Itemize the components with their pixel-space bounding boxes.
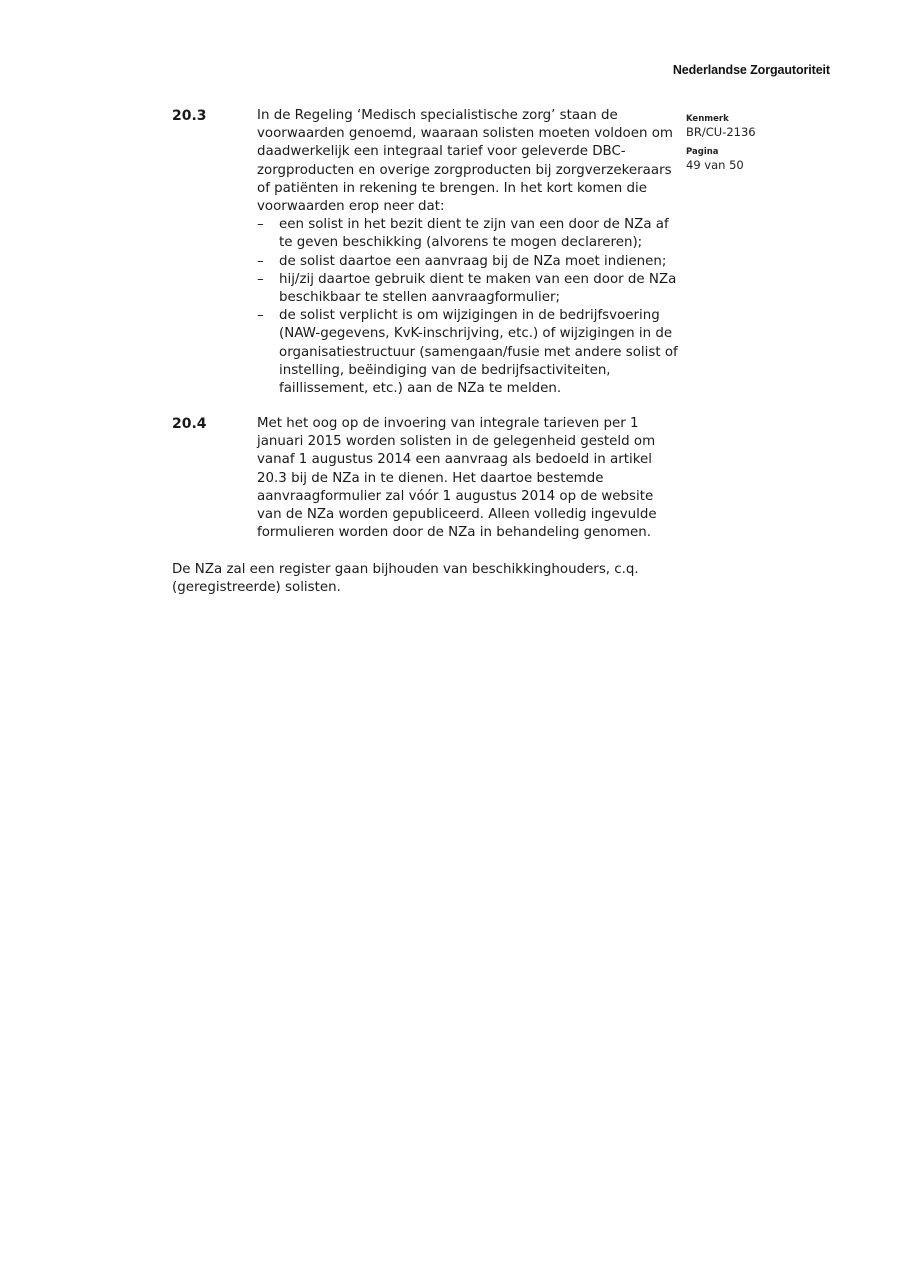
dash-marker: – <box>257 271 264 287</box>
list-item-text: de solist daartoe een aanvraag bij de NZa moet indienen; <box>279 253 667 269</box>
pagina-label: Pagina <box>686 147 719 157</box>
list-item-text: de solist verplicht is om wijzigingen in de bedrijfsvoering (NAW-gegevens, KvK-inschrijving, etc.) of wijzigingen in de organisatiestructuur (samengaan/fusie met andere solist of instelling, beëindiging van de bedrijfsactiviteiten, faillissement, etc.) aan de NZa te melden. <box>279 308 678 397</box>
list-item <box>257 216 682 252</box>
article-number: 20.3 <box>172 108 207 124</box>
organization-name: Nederlandse Zorgautoriteit <box>672 63 830 77</box>
dash-marker: – <box>257 253 264 269</box>
article-intro: In de Regeling ‘Medisch specialistische zorg’ staan de voorwaarden genoemd, waaraan solisten moeten voldoen om daadwerkelijk een integraal tarief voor geleverde DBC-zorgproducten en overige zorgproducten bij zorgverzekeraars of patiënten in rekening te brengen. In het kort komen die voorwaarden erop neer dat: <box>257 108 673 215</box>
list-item-text: een solist in het bezit dient te zijn van een door de NZa af te geven beschikking (alvorens te mogen declareren); <box>279 217 669 251</box>
document-meta <box>686 114 836 173</box>
article-20-4 <box>172 415 682 542</box>
dash-marker: – <box>257 308 264 324</box>
article-text: Met het oog op de invoering van integrale tarieven per 1 januari 2015 worden solisten in de gelegenheid gesteld om vanaf 1 augustus 2014 een aanvraag als bedoeld in artikel 20.3 bij de NZa in te dienen. Het daartoe bestemde aanvraagformulier zal vóór 1 augustus 2014 op de website van de NZa worden gepubliceerd. Alleen volledig ingevulde formulieren worden door de NZa in behandeling genomen. <box>257 416 657 541</box>
article-number: 20.4 <box>172 416 207 432</box>
conditions-list <box>257 216 682 398</box>
article-20-3 <box>172 107 682 398</box>
list-item <box>257 253 682 271</box>
pagina-value: 49 van 50 <box>686 158 744 172</box>
list-item <box>257 307 682 398</box>
article-body <box>257 415 682 542</box>
kenmerk-label: Kenmerk <box>686 114 729 124</box>
list-item <box>257 271 682 307</box>
article-body <box>257 107 682 398</box>
list-item-text: hij/zij daartoe gebruik dient te maken van een door de NZa beschikbaar te stellen aanvraagformulier; <box>279 271 677 306</box>
kenmerk-value: BR/CU-2136 <box>686 125 756 139</box>
dash-marker: – <box>257 217 264 233</box>
closing-paragraph: De NZa zal een register gaan bijhouden van beschikkinghouders, c.q. (geregistreerde) solisten. <box>172 562 639 596</box>
